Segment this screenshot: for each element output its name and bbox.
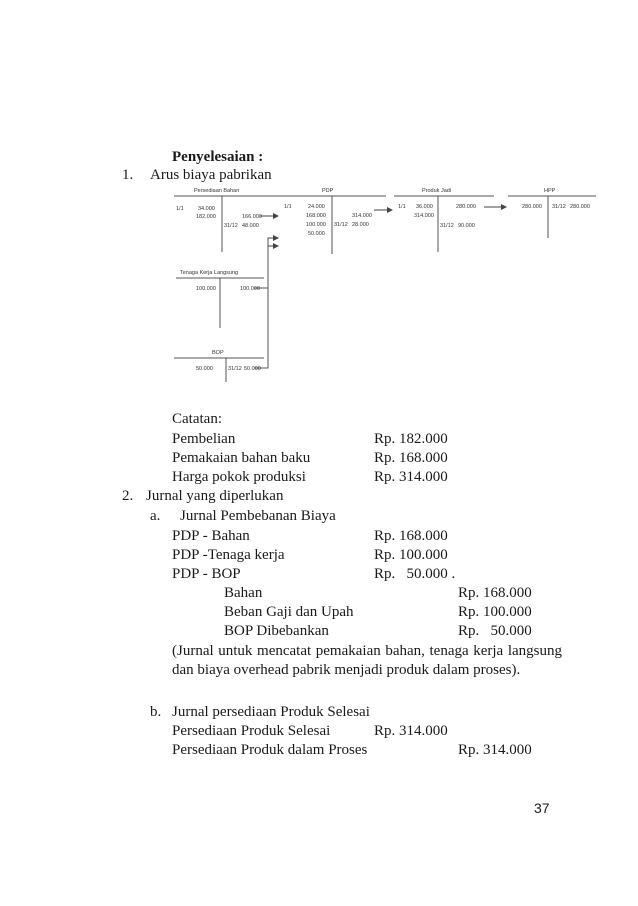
jurnal-a-credit-value: Rp. 100.000 [458,604,532,620]
jurnal-b-credit-value: Rp. 314.000 [458,742,532,758]
persediaan-l1-date: 1/1 [176,206,184,212]
pdp-r2-value: 28.000 [352,222,369,228]
cost-flow-diagram [168,182,598,392]
bop-l1-value: 50.000 [196,366,213,372]
jurnal-a-credit-label: Bahan [224,585,263,601]
t-account-produk-title: Produk Jadi [422,188,452,194]
jurnal-a-debit-label: PDP - BOP [172,566,241,582]
produk-r1-value: 280.000 [456,204,476,210]
pdp-l4-value: 50.000 [308,231,325,237]
t-account-hpp-title: HPP [544,188,556,194]
jurnal-a-debit-label: PDP - Bahan [172,528,250,544]
catatan-row-label: Harga pokok produksi [172,469,306,485]
section-1-title: Arus biaya pabrikan [150,167,272,183]
pdp-l1-value: 24.000 [308,204,325,210]
jurnal-b-label: b. [150,704,162,720]
hpp-r1-value: 280.000 [570,204,590,210]
hpp-l1-value: 280.000 [522,204,542,210]
t-account-tkl-title: Tenaga Kerja Langsung [180,270,239,276]
produk-r2-value: 90.000 [458,223,475,229]
jurnal-a-debit-value: Rp. 50.000 . [374,566,456,582]
hpp-r1-date: 31/12 [552,204,566,210]
page-number: 37 [534,800,550,816]
bop-r1-date: 31/12 [228,366,242,372]
jurnal-a-credit-value: Rp. 168.000 [458,585,532,601]
t-account-pdp-title: PDP [322,188,334,194]
jurnal-b-debit-label: Persediaan Produk Selesai [172,723,331,739]
jurnal-a-debit-value: Rp. 100.000 [374,547,448,563]
jurnal-b-title: Jurnal persediaan Produk Selesai [172,704,370,720]
catatan-title: Catatan: [172,411,222,427]
pdp-l3-value: 100.000 [306,222,326,228]
catatan-row-value: Rp. 168.000 [374,450,448,466]
jurnal-a-debit-label: PDP -Tenaga kerja [172,547,285,563]
section-2-number: 2. [122,488,134,504]
bop-r1-value: 50.000 [244,366,261,372]
jurnal-a-credit-label: Beban Gaji dan Upah [224,604,354,620]
pdp-l2-value: 168.000 [306,213,326,219]
catatan-row-label: Pemakaian bahan baku [172,450,311,466]
jurnal-a-credit-value: Rp. 50.000 [458,623,532,639]
catatan-row-label: Pembelian [172,431,236,447]
jurnal-b-credit-label: Persediaan Produk dalam Proses [172,742,368,758]
jurnal-a-note: (Jurnal untuk mencatat pemakaian bahan, tenaga kerja langsung dan biaya overhead pabrik menjadi produk dalam proses). [172,643,562,678]
jurnal-a-title: Jurnal Pembebanan Biaya [180,508,336,524]
persediaan-l2-value: 182.000 [196,214,216,220]
section-2-title: Jurnal yang diperlukan [146,488,284,504]
catatan-row-value: Rp. 314.000 [374,469,448,485]
flow-line-bop [254,246,274,368]
jurnal-a-debit-value: Rp. 168.000 [374,528,448,544]
tkl-r1-value: 100.000 [240,286,260,292]
t-account-persediaan-title: Persediaan Bahan [194,188,240,194]
heading: Penyelesaian : [172,149,264,165]
t-account-bop-title: BOP [212,350,224,356]
produk-r2-date: 31/12 [440,223,454,229]
jurnal-a-credit-label: BOP Dibebankan [224,623,329,639]
persediaan-r1-value: 166.000 [242,214,262,220]
tkl-l1-value: 100.000 [196,286,216,292]
persediaan-r2-value: 48.000 [242,223,259,229]
jurnal-b-debit-value: Rp. 314.000 [374,723,448,739]
produk-l1-date: 1/1 [398,204,406,210]
pdp-r2-date: 31/12 [334,222,348,228]
produk-l2-value: 314.000 [414,213,434,219]
pdp-r1-value: 314.000 [352,213,372,219]
pdp-l1-date: 1/1 [284,204,292,210]
produk-l1-value: 36.000 [416,204,433,210]
section-1-number: 1. [122,167,134,183]
jurnal-a-label: a. [150,508,161,524]
persediaan-l1-value: 34.000 [198,206,215,212]
catatan-row-value: Rp. 182.000 [374,431,448,447]
persediaan-r2-date: 31/12 [224,223,238,229]
